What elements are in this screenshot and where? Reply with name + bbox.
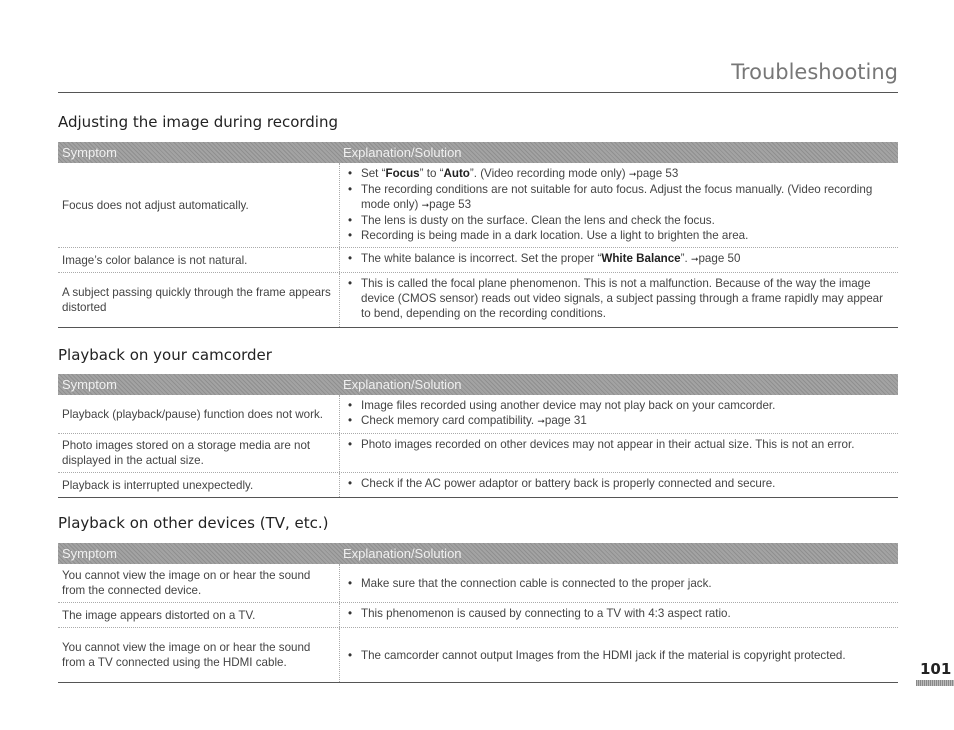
text-span: Make sure that the connection cable is connected to the proper jack. — [361, 576, 712, 590]
menu-term: Focus — [385, 167, 420, 180]
table-row — [58, 395, 898, 433]
text-span: Check memory card compatibility. — [361, 414, 538, 427]
page-ref-arrow-icon: ➞ — [537, 416, 545, 426]
text-span: page 31 — [544, 414, 587, 427]
symptom-cell: A subject passing quickly through the frame appears distorted — [58, 273, 340, 327]
text-span: Check if the AC power adaptor or battery back is properly connected and secure. — [361, 477, 776, 490]
menu-term: Auto — [443, 167, 470, 180]
bullet-item — [340, 228, 892, 243]
table-header — [58, 543, 898, 564]
column-header-symptom: Symptom — [62, 145, 117, 160]
table-row — [58, 627, 898, 682]
column-header-explanation: Explanation/Solution — [343, 546, 462, 561]
text-span: Set “ — [361, 167, 386, 180]
text-span: Photo images recorded on other devices may not appear in their actual size. This is not an error. — [361, 438, 855, 451]
text-span: Recording is being made in a dark location. Use a light to brighten the area. — [361, 229, 749, 242]
bullet-item — [340, 413, 892, 429]
text-span: The camcorder cannot output Images from the HDMI jack if the material is copyright protected. — [361, 648, 846, 662]
table-row — [58, 472, 898, 497]
symptom-cell: Focus does not adjust automatically. — [58, 163, 340, 247]
text-span: The recording conditions are not suitable for auto focus. Adjust the focus manually. (Video recording mode only) — [361, 183, 873, 211]
table-header — [58, 142, 898, 163]
page-number: 101 — [920, 660, 952, 678]
explanation-cell — [340, 395, 898, 433]
column-header-explanation: Explanation/Solution — [343, 145, 462, 160]
page-ref-arrow-icon: ➞ — [690, 254, 699, 264]
symptom-cell: The image appears distorted on a TV. — [58, 603, 340, 627]
symptom-cell: You cannot view the image on or hear the sound from the connected device. — [58, 564, 340, 602]
table-row — [58, 272, 898, 327]
bullet-item — [340, 606, 892, 621]
explanation-cell — [340, 273, 898, 327]
bullet-item — [340, 166, 892, 182]
page-header-title: Troubleshooting — [731, 60, 898, 84]
bullet-item — [340, 398, 892, 413]
header-divider — [58, 92, 898, 93]
column-header-symptom: Symptom — [62, 546, 117, 561]
column-header-symptom: Symptom — [62, 377, 117, 392]
table-playback-camcorder — [58, 374, 898, 498]
section-title-recording: Adjusting the image during recording — [58, 113, 338, 131]
symptom-cell: Image’s color balance is not natural. — [58, 248, 340, 272]
explanation-cell — [340, 248, 898, 272]
text-span: This is called the focal plane phenomenon. This is not a malfunction. Because of the way the image device (CMOS sensor) reads out video signals, a subject passing through a frame rapidly may appear to bend, depending on the recording conditions. — [361, 277, 883, 320]
text-span: ”. (Video recording mode only) — [469, 167, 629, 180]
menu-term: White Balance — [601, 252, 681, 265]
explanation-cell — [340, 434, 898, 472]
table-row — [58, 564, 898, 602]
table-row — [58, 163, 898, 247]
table-row — [58, 247, 898, 272]
page-ref-arrow-icon: ➞ — [421, 200, 430, 210]
table-playback-other — [58, 543, 898, 683]
text-span: Image files recorded using another device may not play back on your camcorder. — [361, 399, 776, 412]
bullet-item — [340, 182, 892, 213]
page-ref-arrow-icon: ➞ — [628, 169, 637, 179]
explanation-cell — [340, 564, 898, 602]
table-recording — [58, 142, 898, 328]
symptom-cell: Playback (playback/pause) function does not work. — [58, 395, 340, 433]
text-span: page 53 — [429, 198, 472, 211]
symptom-cell: Playback is interrupted unexpectedly. — [58, 473, 340, 497]
text-span: The white balance is incorrect. Set the proper “ — [361, 252, 602, 265]
bullet-item — [340, 213, 892, 228]
text-span: ” to “ — [419, 167, 444, 180]
symptom-cell: You cannot view the image on or hear the sound from a TV connected using the HDMI cable. — [58, 628, 340, 682]
bullet-item — [340, 476, 892, 491]
text-span: ”. — [680, 252, 691, 265]
column-header-explanation: Explanation/Solution — [343, 377, 462, 392]
text-span: The lens is dusty on the surface. Clean the lens and check the focus. — [361, 214, 715, 227]
symptom-cell: Photo images stored on a storage media are not displayed in the actual size. — [58, 434, 340, 472]
table-row — [58, 602, 898, 627]
section-title-playback-other: Playback on other devices (TV, etc.) — [58, 514, 329, 532]
bullet-item — [340, 251, 892, 267]
table-row — [58, 433, 898, 472]
section-title-playback-camcorder: Playback on your camcorder — [58, 346, 272, 364]
bullet-item — [340, 437, 892, 452]
explanation-cell — [340, 628, 898, 682]
explanation-cell — [340, 473, 898, 497]
bullet-item — [340, 648, 846, 663]
table-header — [58, 374, 898, 395]
explanation-cell — [340, 163, 898, 247]
text-span: This phenomenon is caused by connecting to a TV with 4:3 aspect ratio. — [361, 607, 731, 620]
page-number-bar — [916, 680, 954, 686]
explanation-cell — [340, 603, 898, 627]
bullet-item — [340, 276, 892, 321]
text-span: page 53 — [636, 167, 679, 180]
bullet-item — [340, 576, 712, 591]
text-span: page 50 — [698, 252, 741, 265]
